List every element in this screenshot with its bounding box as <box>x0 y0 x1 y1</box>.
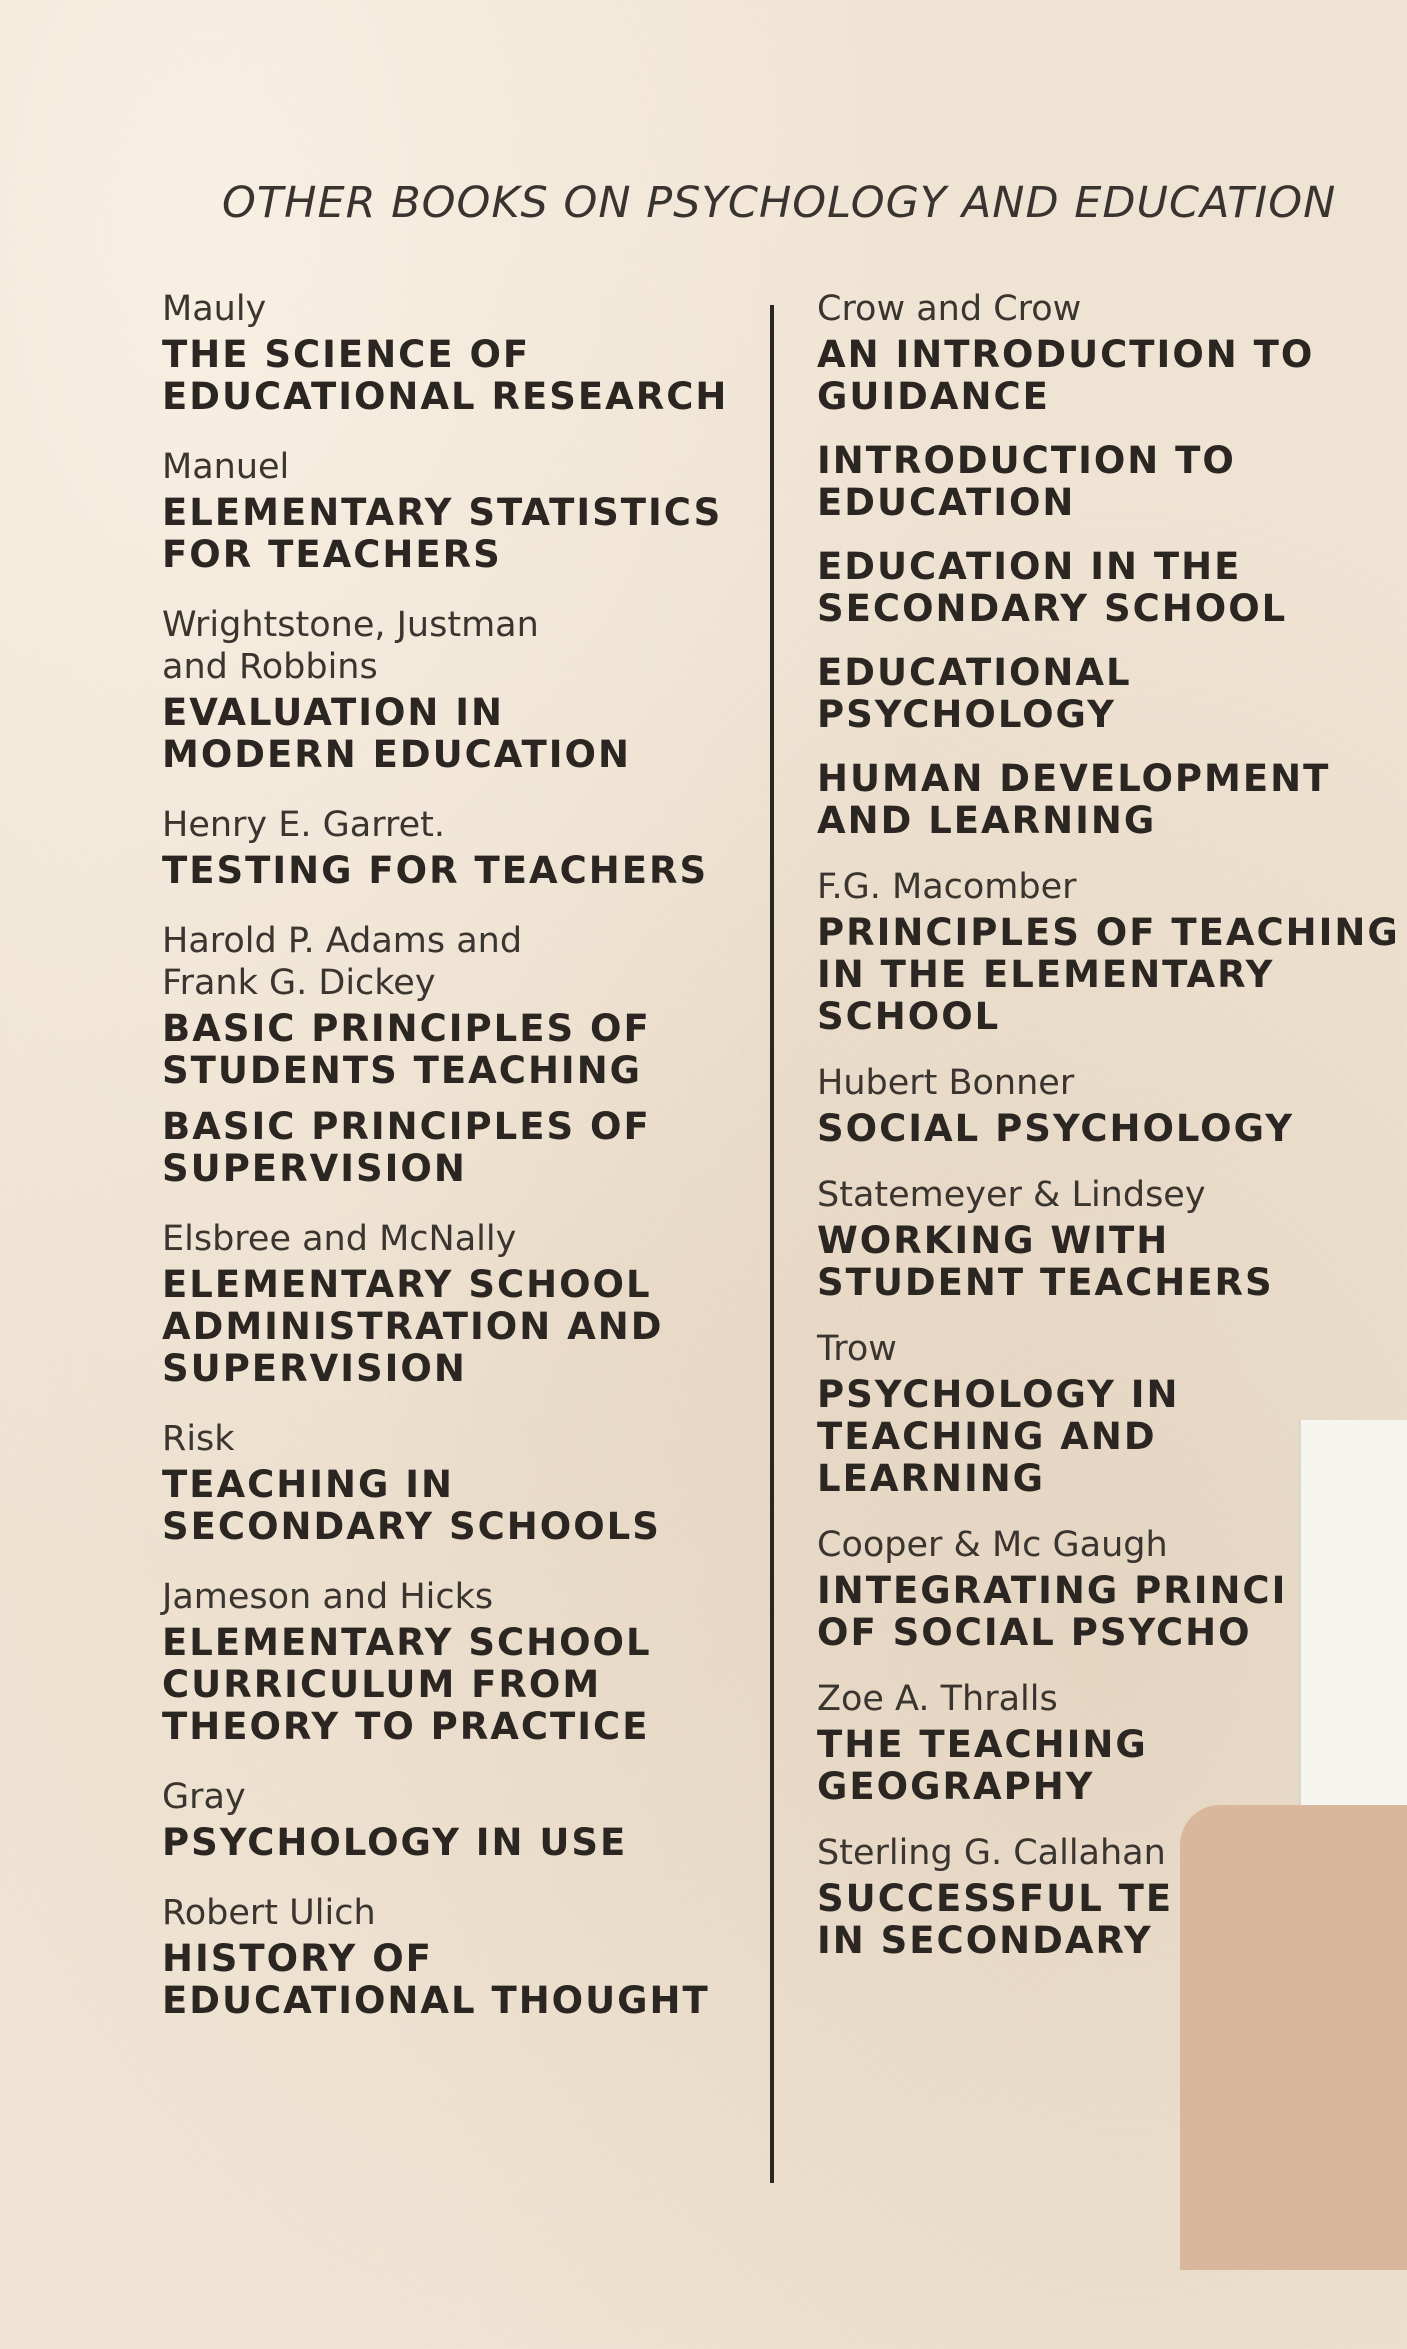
book-author: Mauly <box>162 289 267 329</box>
book-title-line: PSYCHOLOGY <box>817 693 1116 736</box>
book-author: Crow and Crow <box>817 289 1082 329</box>
book-title-line: THE SCIENCE OF <box>162 333 531 376</box>
book-entry <box>162 1892 762 2022</box>
book-title-line: ELEMENTARY STATISTICS <box>162 491 723 534</box>
book-title <box>162 1938 762 2022</box>
book-title <box>817 546 1407 630</box>
book-title <box>162 1106 762 1190</box>
book-title <box>162 1622 762 1748</box>
book-title-line: WORKING WITH <box>817 1219 1170 1262</box>
author-line: and Robbins <box>162 647 378 687</box>
book-title-line: BASIC PRINCIPLES OF <box>162 1007 651 1050</box>
stain-patch <box>1180 1805 1407 2270</box>
book-title <box>817 652 1407 736</box>
book-entry <box>817 866 1407 1038</box>
book-title <box>162 334 762 418</box>
book-title-line: IN THE ELEMENTARY <box>817 953 1275 996</box>
book-entry <box>162 446 762 576</box>
book-title <box>817 440 1407 524</box>
book-title-line: TESTING FOR TEACHERS <box>162 849 709 892</box>
book-title-line: STUDENTS TEACHING <box>162 1049 643 1092</box>
book-author: Statemeyer & Lindsey <box>817 1175 1206 1215</box>
book-title-line: HUMAN DEVELOPMENT <box>817 757 1331 800</box>
book-author: Gray <box>162 1777 246 1817</box>
book-title-line: GUIDANCE <box>817 375 1050 418</box>
column-divider <box>770 305 774 2183</box>
book-title-line: LEARNING <box>817 1457 1046 1500</box>
book-title-line: EDUCATIONAL <box>817 651 1132 694</box>
book-title-line: THEORY TO PRACTICE <box>162 1705 650 1748</box>
book-entry <box>817 1174 1407 1304</box>
book-title-line: THE TEACHING <box>817 1723 1148 1766</box>
book-title <box>817 912 1407 1038</box>
page-title: OTHER BOOKS ON PSYCHOLOGY AND EDUCATION <box>222 178 1337 228</box>
book-author: Manuel <box>162 447 290 487</box>
book-title-line: TEACHING AND <box>817 1415 1157 1458</box>
book-title <box>162 1264 762 1390</box>
book-title-line: EDUCATION IN THE <box>817 545 1242 588</box>
book-entry <box>162 920 762 1190</box>
book-entry <box>162 288 762 418</box>
book-title-line: EDUCATIONAL RESEARCH <box>162 375 729 418</box>
book-title-line: SCHOOL <box>817 995 1001 1038</box>
book-title <box>162 1008 762 1092</box>
book-title-line: SECONDARY SCHOOL <box>817 587 1288 630</box>
book-author: Jameson and Hicks <box>162 1577 494 1617</box>
book-entry <box>162 604 762 776</box>
book-title-line: ELEMENTARY SCHOOL <box>162 1621 652 1664</box>
book-author: Trow <box>817 1329 897 1369</box>
book-entry <box>162 1776 762 1864</box>
book-author: Hubert Bonner <box>817 1063 1075 1103</box>
book-title-line: PRINCIPLES OF TEACHING <box>817 911 1400 954</box>
book-entry <box>162 1576 762 1748</box>
book-title <box>162 1822 762 1864</box>
book-title <box>817 1108 1407 1150</box>
book-title-line: ELEMENTARY SCHOOL <box>162 1263 652 1306</box>
author-line: Harold P. Adams and <box>162 921 523 961</box>
book-author: Zoe A. Thralls <box>817 1679 1058 1719</box>
book-title-line: AN INTRODUCTION TO <box>817 333 1315 376</box>
book-title-line: SUPERVISION <box>162 1347 467 1390</box>
book-title-line: GEOGRAPHY <box>817 1765 1095 1808</box>
author-line: Frank G. Dickey <box>162 963 436 1003</box>
book-title <box>162 492 762 576</box>
book-title-line: SUCCESSFUL TE <box>817 1877 1174 1920</box>
book-title-line: SOCIAL PSYCHOLOGY <box>817 1107 1294 1150</box>
book-entry <box>162 1418 762 1548</box>
book-title-line: EDUCATION <box>817 481 1076 524</box>
book-title <box>162 1464 762 1548</box>
author-line: Wrightstone, Justman <box>162 605 539 645</box>
book-title-line: PSYCHOLOGY IN USE <box>162 1821 628 1864</box>
left-book-column <box>162 288 762 2050</box>
book-title-line: CURRICULUM FROM <box>162 1663 602 1706</box>
book-title-line: SUPERVISION <box>162 1147 467 1190</box>
book-title-line: FOR TEACHERS <box>162 533 502 576</box>
book-title-line: AND LEARNING <box>817 799 1157 842</box>
book-title-line: SECONDARY SCHOOLS <box>162 1505 661 1548</box>
book-title-line: EVALUATION IN <box>162 691 504 734</box>
book-title <box>162 692 762 776</box>
book-entry <box>817 1062 1407 1150</box>
book-title-line: STUDENT TEACHERS <box>817 1261 1274 1304</box>
book-entry <box>162 1218 762 1390</box>
book-title-line: BASIC PRINCIPLES OF <box>162 1105 651 1148</box>
book-entry <box>817 288 1407 842</box>
book-title-line: INTEGRATING PRINCI <box>817 1569 1288 1612</box>
book-title-line: PSYCHOLOGY IN <box>817 1373 1180 1416</box>
book-author: Risk <box>162 1419 235 1459</box>
book-title <box>162 850 762 892</box>
book-title <box>817 1220 1407 1304</box>
book-title-line: EDUCATIONAL THOUGHT <box>162 1979 710 2022</box>
book-author: Robert Ulich <box>162 1893 376 1933</box>
book-author <box>162 920 762 1004</box>
book-title-line: HISTORY OF <box>162 1937 433 1980</box>
book-title-line: MODERN EDUCATION <box>162 733 631 776</box>
book-title <box>817 334 1407 418</box>
book-author <box>162 604 762 688</box>
book-author: Elsbree and McNally <box>162 1219 517 1259</box>
book-entry <box>162 804 762 892</box>
book-title-line: IN SECONDARY <box>817 1919 1153 1962</box>
book-title <box>817 758 1407 842</box>
book-title-line: TEACHING IN <box>162 1463 454 1506</box>
book-title-line: ADMINISTRATION AND <box>162 1305 664 1348</box>
book-author: Sterling G. Callahan <box>817 1833 1166 1873</box>
book-author: F.G. Macomber <box>817 867 1077 907</box>
book-author: Henry E. Garret. <box>162 805 445 845</box>
book-title-line: INTRODUCTION TO <box>817 439 1236 482</box>
book-author: Cooper & Mc Gaugh <box>817 1525 1168 1565</box>
book-title-line: OF SOCIAL PSYCHO <box>817 1611 1252 1654</box>
